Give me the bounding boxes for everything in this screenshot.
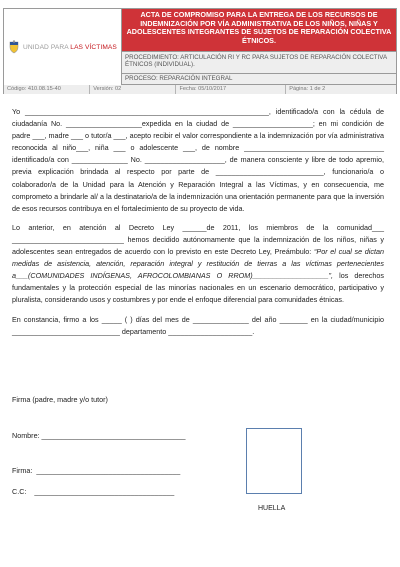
document-title: ACTA DE COMPROMISO PARA LA ENTREGA DE LOS RECURSOS DE INDEMNIZACIÓN POR VÍA ADMINISTRATIVA DE LOS NIÑOS, NIÑAS Y ADOLESCENTES INTEGRANTES DE SUJETOS DE REPARACIÓN COLECTIVA ÉTNICOS. <box>122 9 396 52</box>
huella-label: HUELLA <box>258 505 286 512</box>
document-body <box>12 106 384 338</box>
firma-line: Firma: ____________________________________ <box>12 466 181 475</box>
fingerprint-box <box>246 428 302 494</box>
org-logo <box>8 40 117 54</box>
proceso-label: PROCESO: REPARACIÓN INTEGRAL <box>122 74 396 85</box>
decree-text: Lo anterior, en atención al Decreto Ley ______de 2011, los miembros de la comunidad___ ____________________________ hemos decidido autónomamente que la indemnización de los niños, niñas y adolescentes sean entregados de acuerdo con lo previsto en este Decreto Ley, Preámbulo: <box>12 222 384 257</box>
logo-cell <box>4 9 122 85</box>
codigo-label: Código: 410.08.15-40 <box>4 85 90 94</box>
fecha-label: Fecha: 05/10/2017 <box>176 85 286 94</box>
coat-of-arms-icon <box>8 40 20 54</box>
cc-line: C.C: ___________________________________ <box>12 487 175 496</box>
version-label: Versión: 02 <box>90 85 176 94</box>
paragraph-decree <box>12 222 384 307</box>
document-meta-row <box>4 85 396 94</box>
pagina-label: Página: 1 de 2 <box>289 86 326 92</box>
org-name: UNIDAD PARA LAS VÍCTIMAS <box>23 43 117 51</box>
paragraph-constancia: En constancia, firmo a los _____ ( ) días del mes de ______________ del año _______ en la ciudad/municipio ___________________________ departamento _____________________. <box>12 314 384 336</box>
decree-text-end: los derechos fundamentales y la protección especial de las minorías nacionales en un escenario democrático, participativo y pluralista, considerando usos y costumbres y por ende el enfoque diferencial para comunidades étnicas. <box>12 271 384 305</box>
document-header <box>3 8 397 94</box>
firma-tutor-label: Firma (padre, madre y/o tutor) <box>12 395 108 404</box>
paragraph-commitment: Yo _____________________________________________________________, identificado/a con la cédula de ciudadanía No. ___________________expedida en la ciudad de ____________________; en mi condición de padre ___, madre ___ o tutor/a ___, acepto recibir el valor correspondiente a la indemnización por vía administrativa reconocida al niño___, niña ___ o adolescente ___, de nombre ___________________________________ identificado/a con ______________ No. ____________________, de manera consciente y libre de todo apremio, previa explicación brindada al respecto por parte de ___________________________, funcionario/a o colaborador/a de la Unidad para la Atención y Reparación Integral a las Víctimas, y en consecuencia, me comprometo a brindarle al/ a la destinatario/a de la indemnización una orientación permanente para que la inversión de esos recursos contribuya en el fortalecimiento de su proyecto de vida. <box>12 107 384 213</box>
procedimiento-label: PROCEDIMIENTO: ARTICULACIÓN RI Y RC PARA SUJETOS DE REPARACIÓN COLECTIVA ÉTNICOS (INDIVIDUAL). <box>122 52 396 74</box>
preamble-quote: “Por el cual se dictan medidas de asistencia, atención, reparación integral y restitución de tierras a las víctimas pertenecientes a___(COMUNIDADES INDÍGENAS, AFROCOLOMBIANAS O RROM)___________________”, <box>12 247 384 281</box>
nombre-line: Nombre: ____________________________________ <box>12 431 186 440</box>
